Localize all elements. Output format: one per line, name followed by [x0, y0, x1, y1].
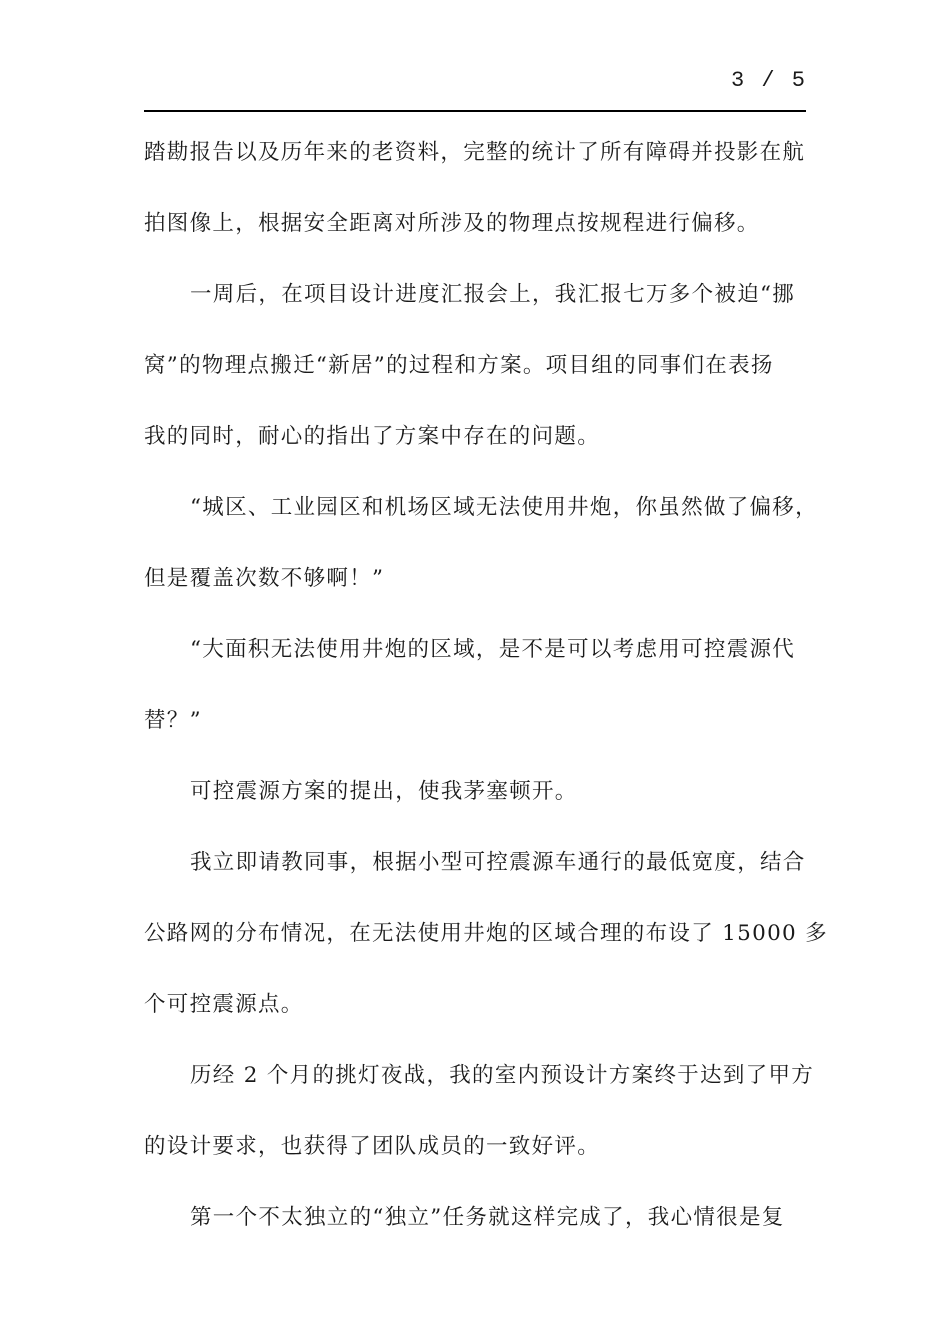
text-line: 我的同时，耐心的指出了方案中存在的问题。 — [144, 424, 601, 449]
text-line: 个可控震源点。 — [144, 992, 304, 1017]
text-line: 的设计要求，也获得了团队成员的一致好评。 — [144, 1134, 601, 1159]
text-line: 踏勘报告以及历年来的老资料，完整的统计了所有障碍并投影在航 — [144, 140, 806, 165]
text-line: 可控震源方案的提出，使我茅塞顿开。 — [190, 779, 578, 804]
text-line: 窝”的物理点搬迁“新居”的过程和方案。项目组的同事们在表扬 — [144, 353, 774, 378]
text-line: 历经 2 个月的挑灯夜战，我的室内预设计方案终于达到了甲方 — [190, 1063, 815, 1088]
text-line: 但是覆盖次数不够啊！” — [144, 566, 385, 591]
text-line: 第一个不太独立的“独立”任务就这样完成了，我心情很是复 — [190, 1205, 785, 1230]
text-line: 替？” — [144, 708, 202, 733]
page-number: 3 / 5 — [730, 68, 807, 93]
text-line: “大面积无法使用井炮的区域，是不是可以考虑用可控震源代 — [190, 637, 796, 662]
text-line: 拍图像上，根据安全距离对所涉及的物理点按规程进行偏移。 — [144, 211, 760, 236]
text-line: 一周后，在项目设计进度汇报会上，我汇报七万多个被迫“挪 — [190, 282, 796, 307]
text-line: 公路网的分布情况，在无法使用井炮的区域合理的布设了 15000 多 — [144, 921, 828, 946]
header-rule — [144, 110, 806, 112]
text-line: 我立即请教同事，根据小型可控震源车通行的最低宽度，结合 — [190, 850, 806, 875]
text-line: “城区、工业园区和机场区域无法使用井炮，你虽然做了偏移， — [190, 495, 818, 520]
body-text — [144, 125, 828, 1261]
